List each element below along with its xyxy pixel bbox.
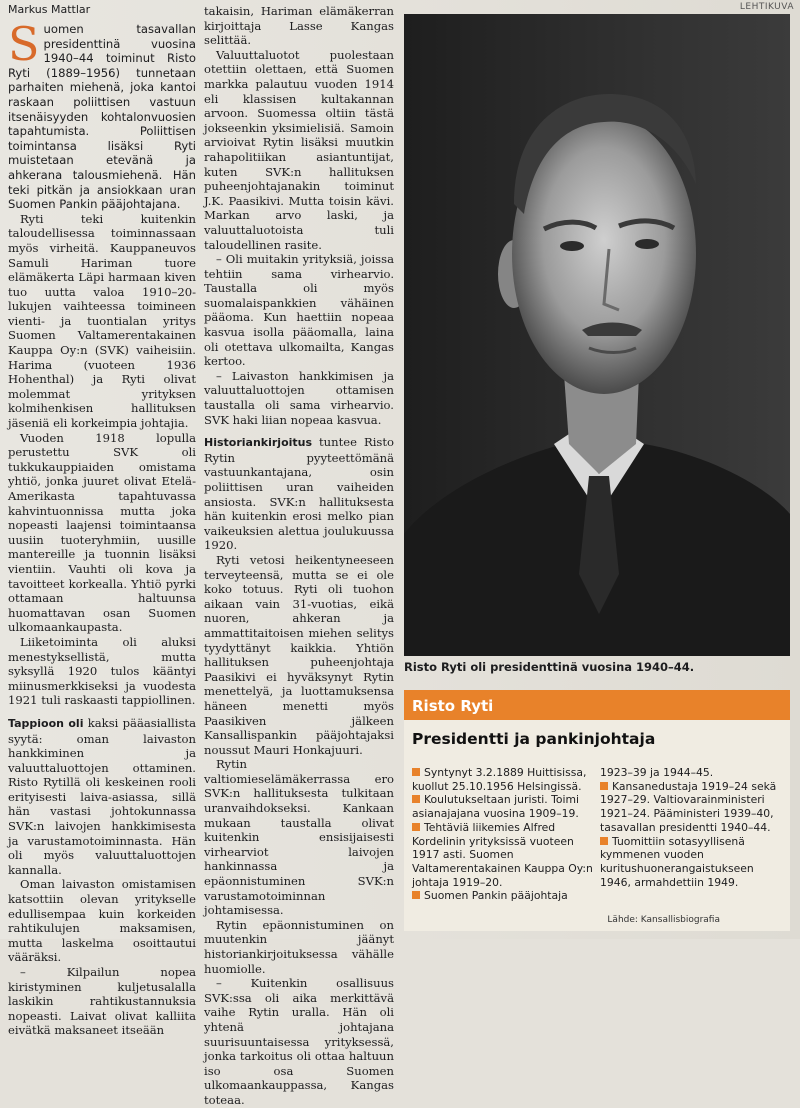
lead-paragraph: Suomen tasavallan presidenttinä vuosina 1940–44 toiminut Risto Ryti (1889–1956) tunnetaan parhaiten miehenä, joka kantoi raskaan poliittisen vastuun itsenäisyyden kohtalonvuosien tapahtumista. Poliittisen toimintansa lisäksi Ryti muistetaan etevänä ja ahkerana talousmiehenä. Hän teki pitkän ja ansiokkaan uran Suomen Pankin pääjohtajana. (8, 17, 196, 212)
subhead-paragraph: Historiankirjoitus tuntee Risto Rytin pyyteettömänä vastuunkantajana, osin poliittisen uran vaiheiden ansiosta. SVK:n hallituksesta hän kuitenkin erosi melko pian vaikeuksien alettua joulukuussa 1920. (204, 435, 394, 553)
article-paragraph: – Oli muitakin yrityksiä, joissa tehtiin sama virhearvio. Taustalla oli myös suomalaispankkien vähäinen pääoma. Kun haettiin nopeaa kasvua isolla pääomalla, laina oli otettava ulkomailta, Kangas kertoo. (204, 252, 394, 369)
article-column-1 (8, 17, 196, 1038)
article-paragraph: Rytin epäonnistuminen on muutenkin jäänyt historiankirjoituksessa vähälle huomiolle. (204, 917, 394, 976)
fact-item: Suomen Pankin pääjohtaja (412, 889, 594, 903)
bullet-square-icon (412, 823, 420, 831)
fact-item: Syntynyt 3.2.1889 Huittisissa, kuollut 25.10.1956 Helsingissä. (412, 766, 587, 793)
article-paragraph: Ryti teki kuitenkin taloudellisessa toiminnassaan myös virheitä. Kauppaneuvos Samuli Hariman tuore elämäkerta Läpi harmaan kiven tuo uutta valoa 1910–20-lukujen vaihteessa toimineen vienti- ja tuontialan yritys Suomen Valtamerentakainen Kauppa Oy:n (SVK) vaiheisiin. Harima (vuoteen 1936 Hohenthal) ja Ryti olivat molemmat yrityksen kolmihenkisen hallituksen jäseniä eli korkeimpia johtajia. (8, 211, 196, 431)
byline: Markus Mattlar (8, 3, 91, 16)
drop-cap: S (8, 17, 40, 71)
article-paragraph: – Kuitenkin osallisuus SVK:ssa oli aika merkittävä vaihe Rytin uralla. Hän oli yhtenä johtajana suurisuuntaisessa yrityksessä, jonka tarkoitus oli ottaa haltuun iso osa Suomen ulkomaankauppassa, Kangas toteaa. (204, 976, 394, 1107)
fact-box-header: Risto Ryti (404, 690, 790, 720)
article-paragraph: Liiketoiminta oli aluksi menestyksellistä, mutta syksyllä 1920 tulos kääntyi miinusmerkkiseksi ja vuodesta 1921 tuli raskaasti tappiollinen. (8, 634, 196, 708)
fact-item: Koulutukseltaan juristi. Toimi asianajajana vuosina 1909–19. (412, 793, 580, 821)
bullet-square-icon (600, 782, 608, 790)
fact-item: Tuomittiin sotasyyllisenä kymmenen vuoden kuritushuonerangaistukseen 1946, armahdettiin 1949. (600, 834, 754, 889)
fact-item: Kansanedustaja 1919–24 sekä 1927–29. Valtiovarainministeri 1921–24. Pääministeri 1939–40, tasavallan presidentti 1940–44. (600, 779, 777, 834)
article-column-2 (204, 4, 394, 1108)
bullet-square-icon (412, 795, 420, 803)
article-paragraph: – Laivaston hankkimisen ja valuuttaluottojen ottamisen taustalla oli sama virhearvio. SVK haki liian nopeaa kasvua. (204, 368, 394, 427)
facts-right-column (600, 766, 786, 889)
fact-box-title: Presidentti ja pankinjohtaja (412, 730, 656, 748)
facts-left-column (412, 766, 594, 903)
subhead: Tappioon oli (8, 716, 84, 730)
photo-caption: Risto Ryti oli presidenttinä vuosina 1940–44. (404, 660, 695, 674)
article-paragraph: Vuoden 1918 lopulla perustettu SVK oli tukkukauppiaiden omistama yhtiö, jonka juuret olivat Etelä-Amerikasta tapahtuvassa kahvintuonnissa mutta joka nopeasti laajensi toimintaansa uusiin tuoteryhmiin, uusille mantereille ja tuonnin lisäksi vientiin. Vauhti oli kova ja tavoitteet korkealla. Yhtiö pyrki ottamaan haltuunsa huomattavan osan Suomen ulkomaankaupasta. (8, 430, 196, 635)
bullet-square-icon (412, 891, 420, 899)
bullet-square-icon (412, 768, 420, 776)
article-paragraph: Rytin valtiomieselämäkerrassa ero SVK:n hallituksesta tulkitaan uranvaihdokseksi. Kankaan mukaan taustalla olivat kuitenkin ensisijaisesti virhearviot laivojen hankinnassa ja epäonnistuminen SVK:n varustamotoiminnan johtamisessa. (204, 757, 394, 918)
subhead-paragraph: Tappioon oli kaksi pääasiallista syytä: oman laivaston hankkiminen ja valuuttaluottojen ottaminen. Risto Rytillä oli keskeinen rooli erityisesti laiva-asiassa, sillä hän vastasi johtokunnassa SVK:n laivojen hankkimisesta ja varustamotoiminnasta. Hän oli myös valuuttaluottojen kannalla. (8, 715, 196, 877)
subhead: Historiankirjoitus (204, 436, 313, 450)
article-paragraph: Valuuttaluotot puolestaan otettiin olettaen, että Suomen markka palautuu vuoden 1914 eli klassisen kultakannan arvoon. Suomessa oltiin tästä jokseenkin yksimielisiä. Samoin arvioivat Rytin lisäksi muutkin rahapolitiikan asiantuntijat, kuten SVK:n hallituksen puheenjohtajanakin toiminut J.K. Paasikivi. Mutta toisin kävi. Markan arvo laski, ja valuuttaluotoista tuli taloudellinen rasite. (204, 47, 394, 252)
article-paragraph: takaisin, Hariman elämäkerran kirjoittaja Lasse Kangas selittää. (204, 4, 394, 48)
fact-box-source: Lähde: Kansallisbiografia (607, 915, 720, 925)
article-paragraph: Oman laivaston omistamisen katsottiin olevan yritykselle edullisempaa kuin korkeiden rahtikulujen maksamisen, mutta laskelma osoittautui vääräksi. (8, 877, 196, 965)
fact-continuation: 1923–39 ja 1944–45. (600, 766, 714, 779)
portrait-illustration (404, 14, 790, 656)
fact-box (404, 690, 790, 931)
article-paragraph: Ryti vetosi heikentyneeseen terveyteensä, mutta se ei ole koko totuus. Ryti oli tuohon aikaan vain 31-vuotias, eikä nuoren, ahkeran ja ammattitaitoisen miehen selitys tyydyttänyt kaikkia. Yhtiön hallituksen puheenjohtaja Paasikivi ei hyväksynyt Rytin menettelyä, ja luottamuksensa häneen menetti myös Paasikiven jälkeen Kansallispankin pääjohtajaksi noussut Mauri Honkajuuri. (204, 552, 394, 757)
bullet-square-icon (600, 837, 608, 845)
fact-item: Tehtäviä liikemies Alfred Kordelinin yrityksissä vuoteen 1917 asti. Suomen Valtamerentakainen Kauppa Oy:n johtaja 1919–20. (412, 820, 593, 889)
portrait-photo (404, 14, 790, 656)
photo-credit: LEHTIKUVA (739, 2, 794, 12)
article-paragraph: – Kilpailun nopea kiristyminen kuljetusalalla laskikin rahtikustannuksia nopeasti. Laivat olivat kalliita eivätkä maksaneet itseään (8, 965, 196, 1038)
